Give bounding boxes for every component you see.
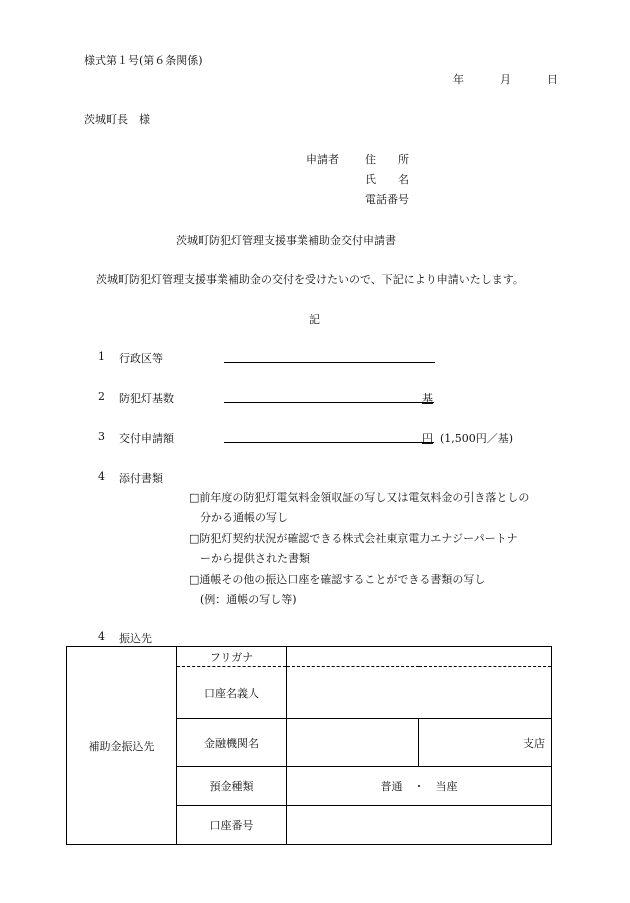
item2-number: 2 <box>98 390 105 403</box>
ki-mark: 記 <box>309 313 320 326</box>
item1-number: 1 <box>98 350 105 363</box>
date-year: 年 <box>453 73 464 86</box>
date-month: 月 <box>500 73 511 86</box>
form-number: 様式第１号(第６条関係) <box>84 54 203 67</box>
document-title: 茨城町防犯灯管理支援事業補助金交付申請書 <box>176 234 396 247</box>
applicant-name-label: 氏 名 <box>365 173 409 186</box>
furigana-cell[interactable] <box>287 647 552 667</box>
account-holder-cell[interactable] <box>287 667 552 719</box>
item3-underline[interactable] <box>224 442 434 443</box>
applicant-phone-label: 電話番号 <box>365 193 409 206</box>
account-number-label: 口座番号 <box>177 806 287 845</box>
item1-underline[interactable] <box>224 362 435 363</box>
item3-label: 交付申請額 <box>119 432 174 445</box>
item2-label: 防犯灯基数 <box>119 392 174 405</box>
attachment-line: ーから提供された書類 <box>189 552 310 565</box>
bank-name-label: 金融機関名 <box>177 719 287 767</box>
deposit-type-label: 預金種類 <box>177 767 287 806</box>
addressee: 茨城町長 様 <box>84 113 150 126</box>
attachment-line: □通帳その他の振込口座を確認することができる書類の写し <box>189 573 486 586</box>
item3-number: 3 <box>98 430 105 443</box>
intro-text: 茨城町防犯灯管理支援事業補助金の交付を受けたいので、下記により申請いたします。 <box>96 273 524 286</box>
item4-label: 添付書類 <box>119 472 163 485</box>
date-day: 日 <box>547 73 558 86</box>
attachment-line: □前年度の防犯灯電気料金領収証の写し又は電気料金の引き落としの <box>189 491 530 504</box>
item2-underline[interactable] <box>224 402 434 403</box>
bank-row-header: 補助金振込先 <box>67 647 177 845</box>
item5-label: 振込先 <box>119 632 152 645</box>
item5-number: 4 <box>98 630 105 643</box>
attachment-line: (例：通帳の写し等) <box>189 593 297 606</box>
attachment-line: 分かる通帳の写し <box>189 511 288 524</box>
applicant-label: 申請者 <box>306 153 339 166</box>
applicant-address-label: 住 所 <box>365 153 409 166</box>
item1-label: 行政区等 <box>119 352 163 365</box>
item3-note: (1,500円／基) <box>440 432 514 445</box>
item3-unit: 円 <box>422 432 433 445</box>
furigana-label: フリガナ <box>177 647 287 667</box>
item2-unit: 基 <box>422 392 433 405</box>
account-holder-label: 口座名義人 <box>177 667 287 719</box>
deposit-type-options[interactable]: 普通 ・ 当座 <box>287 767 552 806</box>
attachment-line: □防犯灯契約状況が確認できる株式会社東京電力エナジーパートナ <box>189 532 518 545</box>
branch-cell[interactable]: 支店 <box>419 719 552 767</box>
bank-transfer-table <box>66 646 552 845</box>
account-number-cell[interactable] <box>287 806 552 845</box>
bank-name-cell[interactable] <box>287 719 419 767</box>
item4-number: 4 <box>98 470 105 483</box>
